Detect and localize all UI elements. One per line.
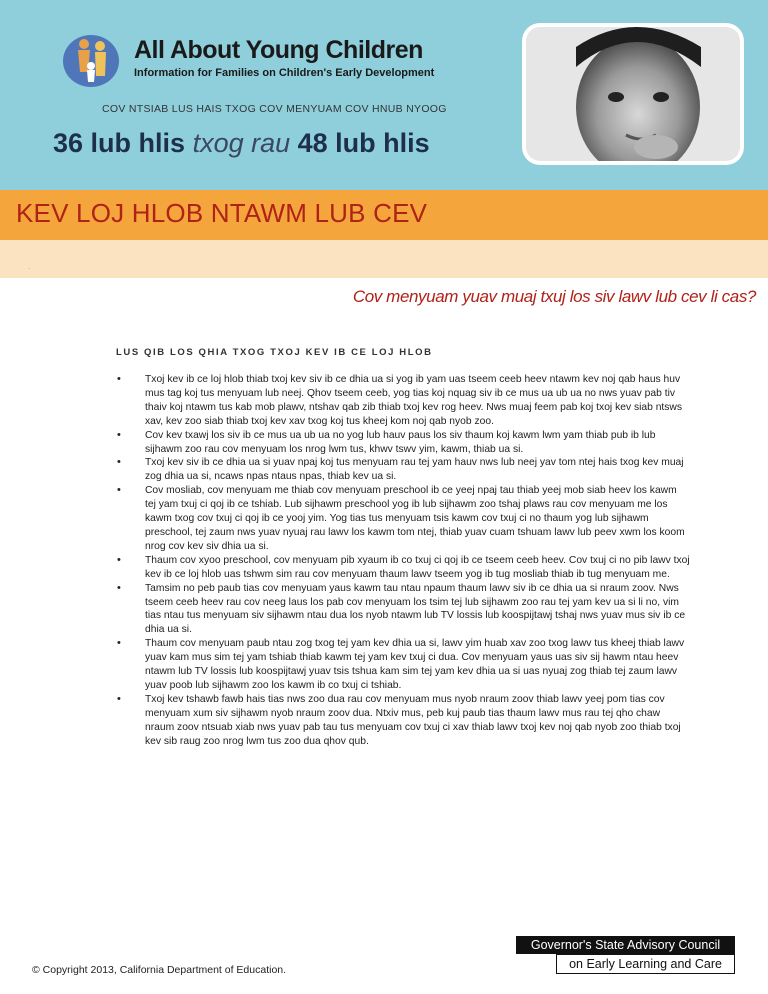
page-title: KEV LOJ HLOB NTAWM LUB CEV — [16, 198, 428, 228]
list-item: • Cov mosliab, cov menyuam me thiab cov menyuam preschool ib ce yeej npaj tau thiab yeej mob siab heev los kawm tej yam txuj ci qoj ib ce tshiab. Lub sijhawm preschool yog ib lub sijhawm zoo tshaj plaws rau cov menyuam me los kawm txog cov txuj ci qoj ib ce yooj yim. Yog tias tus menyuam tsis kawm cov txuj ci no thaum yog lub sijhawm preschool, tej zaum nws yuav nyuaj rau lawv los kawm tom ntej, thiab yuav cuam tshuam lawv lub peev xwm los koom nrog cov kev siv dhia ua si. — [145, 484, 690, 554]
list-item: • Txoj kev ib ce loj hlob thiab txoj kev siv ib ce dhia ua si yog ib yam uas tseem ceeb heev ntawm kev noj qab haus huv mus tag koj tus menyuam lub neej. Qhov tseem ceeb, yog tias koj nquag siv ib ce mus ua ub ua no nws yuav pab tiv thaiv koj ntawm tus kab mob plawv, ntshav qab zib thiab txoj kev rog heev. Nws muaj feem pab koj txoj kev siab ntsws xav, kev zoo siab thiab txoj kev xav txog koj tus kheej kom noj qab nyob zoo. — [145, 373, 690, 429]
council-logo — [516, 936, 735, 974]
bullet-list — [117, 373, 690, 748]
council-line2: on Early Learning and Care — [556, 954, 735, 974]
list-item: • Cov kev txawj los siv ib ce mus ua ub ua no yog lub hauv paus los siv thaum koj kawm lwm yam thiab pub ib lub sijhawm zoo rau cov menyuam los nrog lwm tus, khwv tswv yim, kawm, thiab ua si. — [145, 429, 690, 457]
list-item: • Txoj kev siv ib ce dhia ua si yuav npaj koj tus menyuam rau tej yam hauv nws lub neej yav tom ntej hais txog kev muaj zog dhia ua si, ncaws npas ntaus npas, thiab kev ua si. — [145, 456, 690, 484]
age-join: txog rau — [192, 128, 291, 158]
brand-subtitle: Information for Families on Children's Early Development — [134, 67, 435, 79]
title-band — [0, 190, 768, 240]
section-heading: LUS QIB LOS QHIA TXOG TXOJ KEV IB CE LOJ HLOB — [116, 347, 433, 358]
council-line1: Governor's State Advisory Council — [516, 936, 735, 954]
age-to: 48 lub hlis — [297, 128, 430, 158]
series-label: COV NTSIAB LUS HAIS TXOG COV MENYUAM COV HNUB NYOOG — [102, 103, 447, 115]
title-band-lower — [0, 240, 768, 278]
list-item: • Thaum cov menyuam paub ntau zog txog tej yam kev dhia ua si, lawv yim huab xav zoo txog lawv tus kheej thiab lawv yuav kam mus sim tej yam tshiab thiab kawm tej yam kev txuj ci dua. Cov menyuam yaus uas siv sij hawm ntau heev ntawm lub TV lossis lub koospijtawj yuav tsis tshua kam sim tej yam kev dhia ua si uas nyuaj zog thiab tej zaum lawv yuav poob lub sijhawm zoo los kawm ib co txuj ci tshiab. — [145, 637, 690, 693]
copyright-text: © Copyright 2013, California Department of Education. — [32, 964, 287, 976]
brand-title: All About Young Children — [134, 36, 423, 64]
list-item: • Txoj kev tshawb fawb hais tias nws zoo dua rau cov menyuam mus nyob nraum zoov thiab lawv yeej pom tias cov menyuam xum siv sijhawm nyob nraum zoov dua. Ntxiv mus, peb kuj paub tias thaum lawv mus rau tej qho chaw nraum zoov ntsuab xiab nws yuav pab tau tus menyuam cov txuj ci xav thiab lawv txoj kev noj qab nyob zoo thiab txoj kev sib raug zoo nrog lwm tus zoo dua qhov qub. — [145, 693, 690, 749]
list-item: • Tamsim no peb paub tias cov menyuam yaus kawm tau ntau npaum thaum lawv siv ib ce dhia ua si nraum zoov. Nws tseem ceeb heev rau cov neeg laus los pab cov menyuam los tsim tej lub sijhawm zoo rau tej yam kev ua si li no, vim tias ntau tus menyuam siv sijhawm ntau dua los nyob ntawm lub TV lossis lub koospijtawj tshaj nws yuav mus siv ib ce dhia ua si. — [145, 582, 690, 638]
age-range — [53, 128, 430, 159]
page-header — [0, 0, 768, 190]
band-dot: . — [28, 262, 31, 271]
family-logo-icon — [58, 32, 128, 88]
age-from: 36 lub hlis — [53, 128, 186, 158]
list-item: • Thaum cov xyoo preschool, cov menyuam pib xyaum ib co txuj ci qoj ib ce tseem ceeb heev. Cov txuj ci no pib lawv txoj kev ib ce loj hlob uas tshwm sim rau cov menyuam thaum lawv tseem yog ib tug mosliab thiab ib tug menyuam me. — [145, 554, 690, 582]
question-heading: Cov menyuam yuav muaj txuj los siv lawv lub cev li cas? — [352, 287, 756, 306]
child-portrait-photo — [522, 23, 744, 165]
